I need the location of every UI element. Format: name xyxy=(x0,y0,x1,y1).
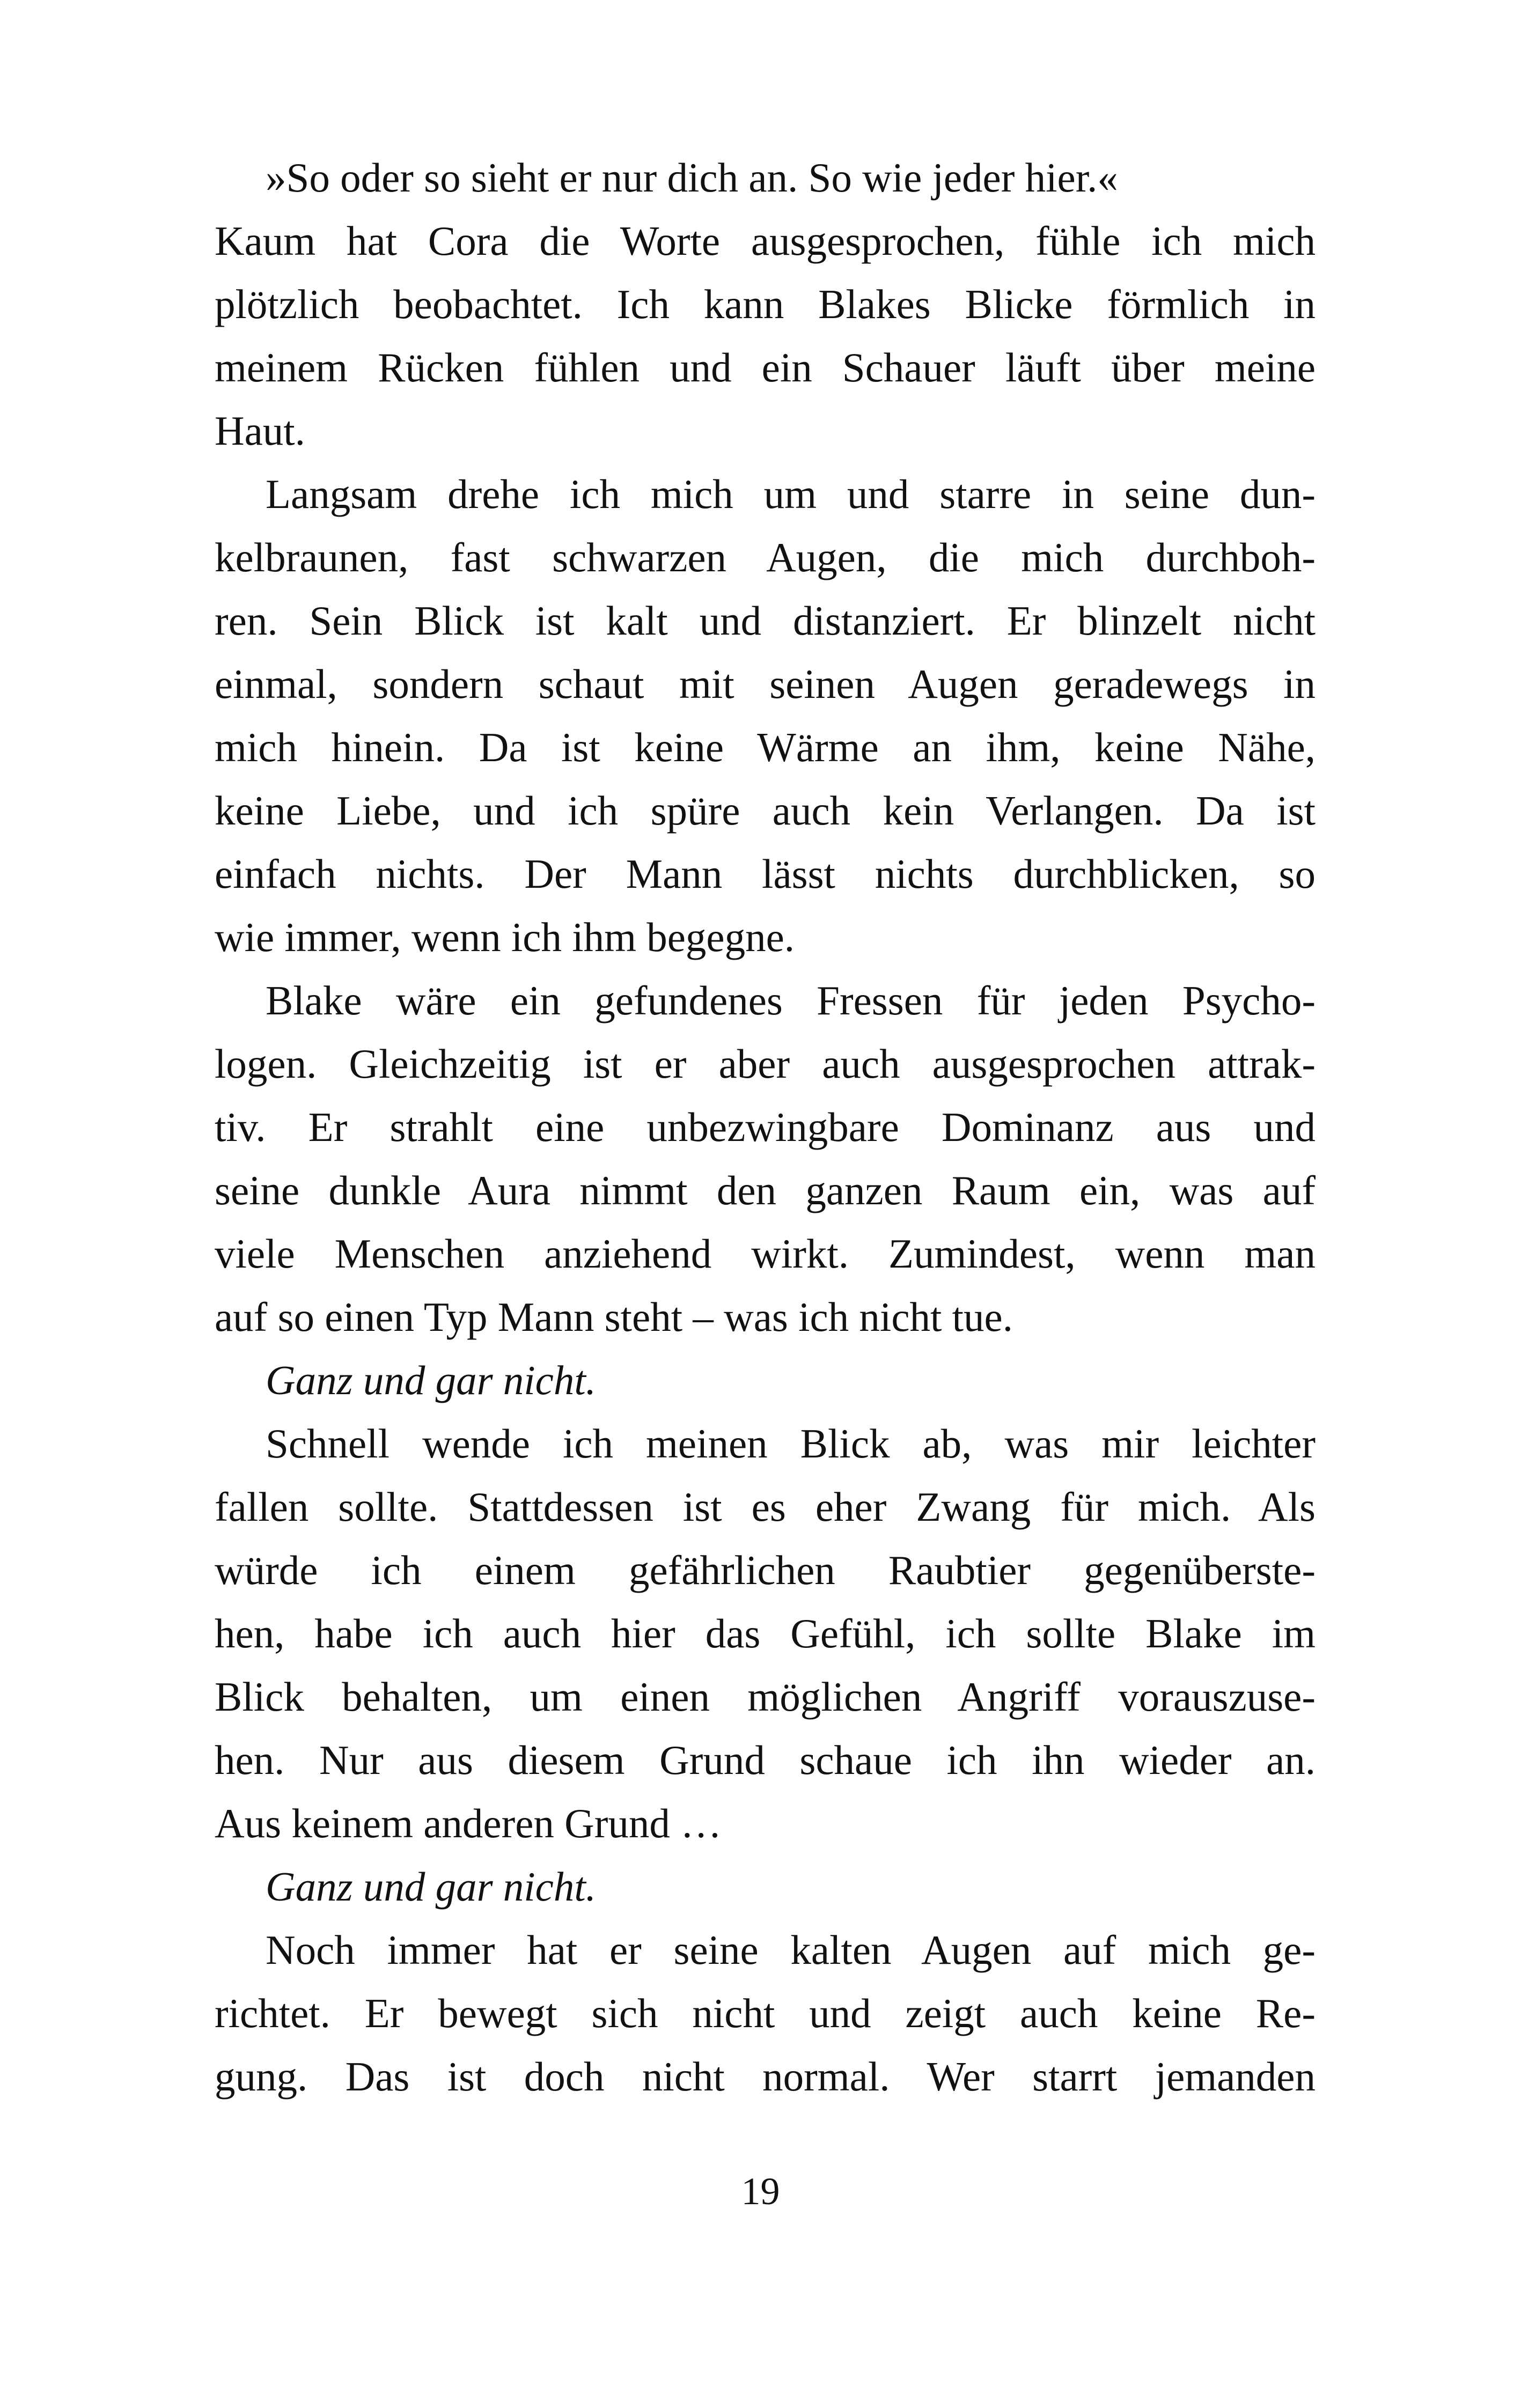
text-line: »So oder so sieht er nur dich an. So wie jeder hier.« xyxy=(266,154,1118,201)
text-line: Blick behalten, um einen möglichen Angriff vorauszuse- xyxy=(215,1674,1316,1720)
text-line: Blake wäre ein gefundenes Fressen für jeden Psycho- xyxy=(266,977,1316,1023)
text-line: Noch immer hat er seine kalten Augen auf mich ge- xyxy=(266,1927,1316,1973)
text-line: Kaum hat Cora die Worte ausgesprochen, fühle ich mich xyxy=(215,218,1316,264)
italic-text-line: Ganz und gar nicht. xyxy=(266,1864,596,1910)
text-line: keine Liebe, und ich spüre auch kein Verlangen. Da ist xyxy=(215,787,1316,834)
text-line: mich hinein. Da ist keine Wärme an ihm, keine Nähe, xyxy=(215,724,1316,770)
text-line: hen. Nur aus diesem Grund schaue ich ihn wieder an. xyxy=(215,1737,1316,1783)
text-line: meinem Rücken fühlen und ein Schauer läuft über meine xyxy=(215,344,1316,391)
text-line: ren. Sein Blick ist kalt und distanziert. Er blinzelt nicht xyxy=(215,598,1316,644)
italic-text-line: Ganz und gar nicht. xyxy=(266,1357,596,1403)
text-line: viele Menschen anziehend wirkt. Zumindest, wenn man xyxy=(215,1231,1316,1277)
text-line: auf so einen Typ Mann steht – was ich nicht tue. xyxy=(215,1294,1013,1340)
text-line: Langsam drehe ich mich um und starre in seine dun- xyxy=(266,471,1316,517)
text-line: Schnell wende ich meinen Blick ab, was mir leichter xyxy=(266,1420,1316,1467)
text-line: plötzlich beobachtet. Ich kann Blakes Blicke förmlich in xyxy=(215,281,1316,327)
text-line: fallen sollte. Stattdessen ist es eher Zwang für mich. Als xyxy=(215,1484,1316,1530)
text-line: gung. Das ist doch nicht normal. Wer starrt jemanden xyxy=(215,2053,1316,2100)
text-line: tiv. Er strahlt eine unbezwingbare Dominanz aus und xyxy=(215,1104,1316,1150)
body-text xyxy=(215,146,1316,2108)
text-line: Haut. xyxy=(215,408,305,454)
text-line: hen, habe ich auch hier das Gefühl, ich sollte Blake im xyxy=(215,1610,1316,1656)
text-line: einmal, sondern schaut mit seinen Augen geradewegs in xyxy=(215,661,1316,707)
text-line: logen. Gleichzeitig ist er aber auch ausgesprochen attrak- xyxy=(215,1041,1316,1087)
text-line: seine dunkle Aura nimmt den ganzen Raum ein, was auf xyxy=(215,1167,1316,1213)
text-line: Aus keinem anderen Grund … xyxy=(215,1800,722,1846)
text-line: kelbraunen, fast schwarzen Augen, die mich durchboh- xyxy=(215,534,1316,580)
page-number: 19 xyxy=(741,2170,780,2213)
text-line: einfach nichts. Der Mann lässt nichts durchblicken, so xyxy=(215,851,1316,897)
text-line: wie immer, wenn ich ihm begegne. xyxy=(215,914,795,960)
text-line: richtet. Er bewegt sich nicht und zeigt auch keine Re- xyxy=(215,1990,1316,2036)
text-line: würde ich einem gefährlichen Raubtier gegenüberste- xyxy=(215,1547,1316,1593)
